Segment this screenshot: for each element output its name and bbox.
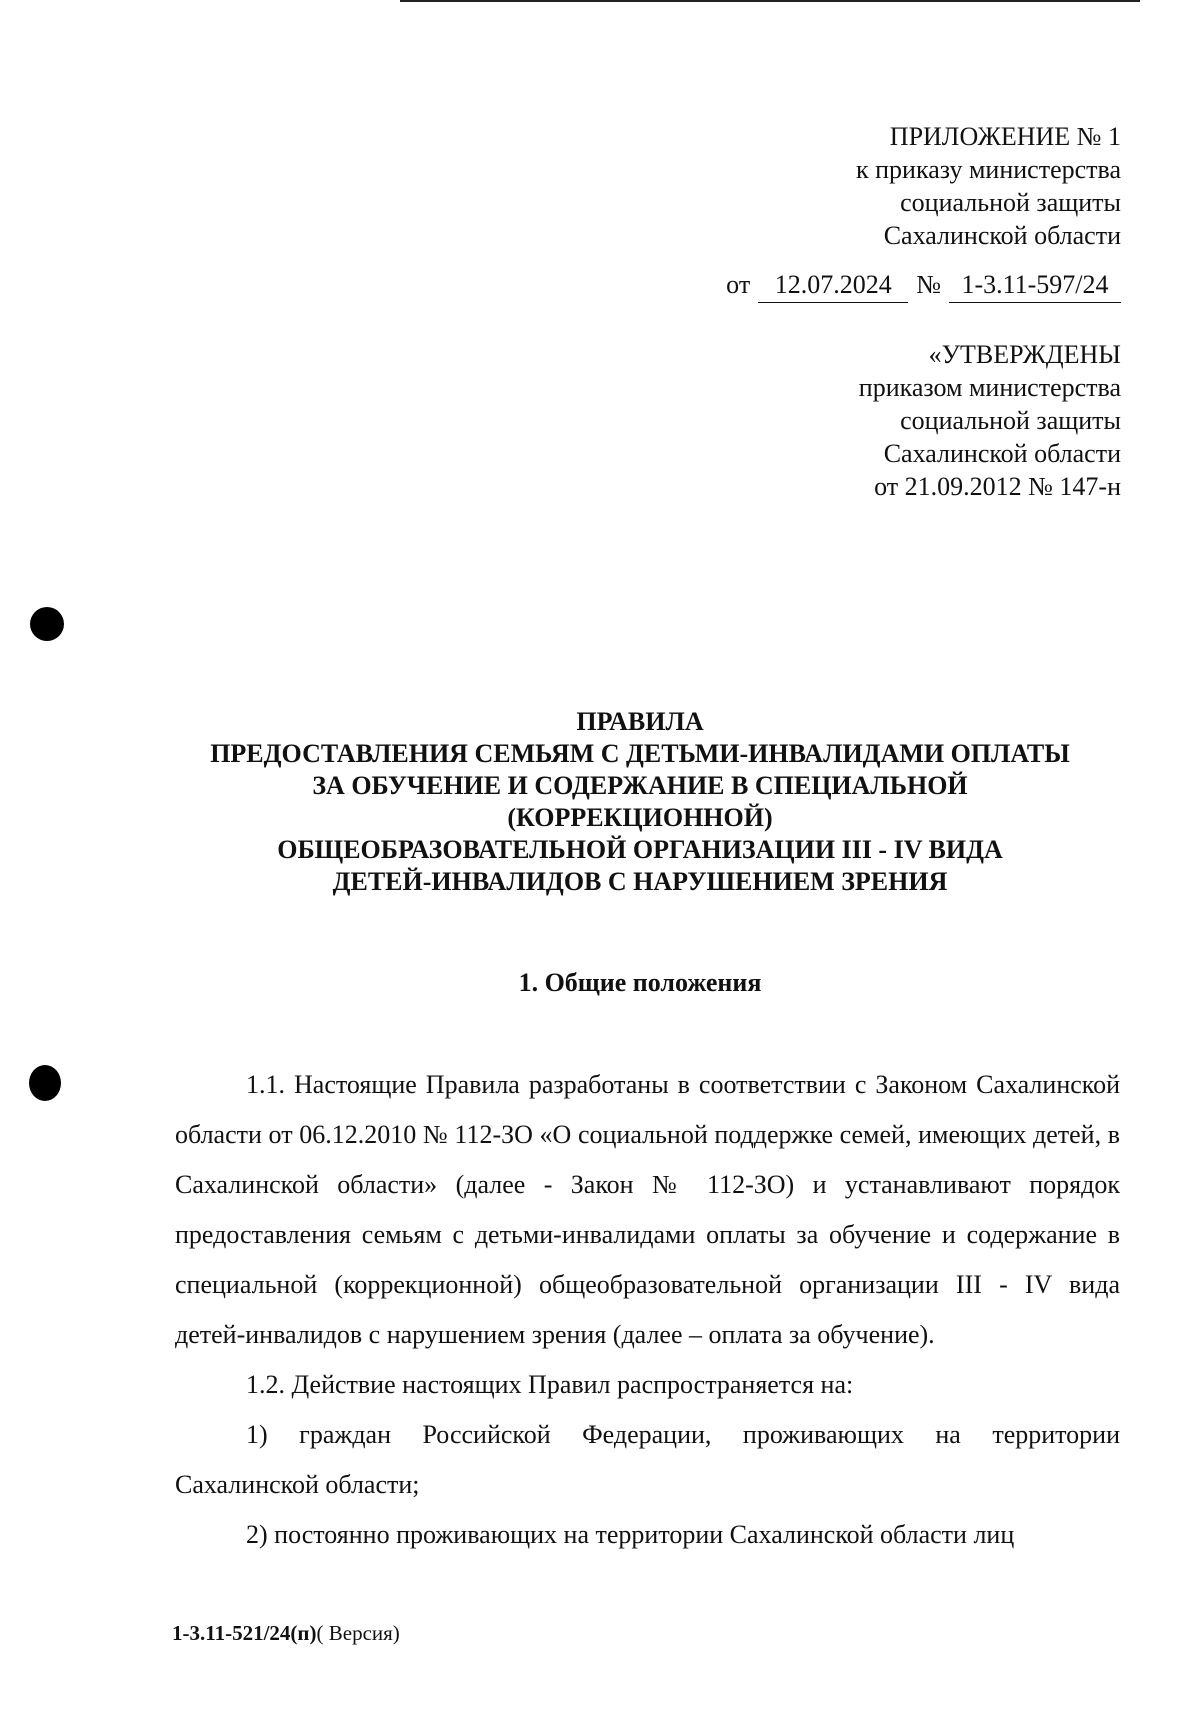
punch-hole-top [30,607,64,641]
section-heading: 1. Общие положения [518,968,762,997]
paragraph-item-2: 2) постоянно проживающих на территории Сахалинской области лиц [246,1520,1015,1549]
footer-code [172,1621,400,1646]
approved-line-3: социальной защиты [900,406,1121,435]
punch-hole-bottom [29,1065,61,1101]
appendix-line-3: Сахалинской области [883,221,1121,250]
footer-version: ( Версия) [316,1621,400,1645]
document-title [160,706,1120,898]
appendix-line-2: социальной защиты [900,188,1121,217]
approved-line-5: от 21.09.2012 № 147-н [874,472,1121,501]
title-line-6: ДЕТЕЙ-ИНВАЛИДОВ С НАРУШЕНИЕМ ЗРЕНИЯ [332,867,948,896]
approved-line-4: Сахалинской области [883,439,1121,468]
approved-line-2: приказом министерства [858,373,1121,402]
paragraph-item-1: 1) граждан Российской Федерации, проживающих на территории Сахалинской области; [175,1420,1120,1499]
appendix-line-1: к приказу министерства [856,155,1121,184]
footer-document-code: 1-3.11-521/24(п) [172,1621,317,1645]
order-date-line [726,268,1121,303]
paragraph-1-1: 1.1. Настоящие Правила разработаны в соответствии с Законом Сахалинской области от 06.12.2010 № 112-ЗО «О социальной поддержке семей, имеющих детей, в Сахалинской области» (далее - Закон № 112-ЗО) и устанавливают порядок предоставления семьям с детьми-инвалидами оплаты за обучение и содержание в специальной (коррекционной) общеобразовательной организации III - IV вида детей-инвалидов с нарушением зрения (далее – оплата за обучение). [175,1070,1120,1349]
order-number: 1-3.11-597/24 [949,268,1121,303]
title-line-2: ПРЕДОСТАВЛЕНИЯ СЕМЬЯМ С ДЕТЬМИ-ИНВАЛИДАМИ ОПЛАТЫ [210,739,1070,768]
title-line-4: (КОРРЕКЦИОННОЙ) [507,803,773,832]
top-rule [400,0,1140,2]
body-text [175,1060,1120,1560]
title-line-1: ПРАВИЛА [576,707,704,736]
title-line-3: ЗА ОБУЧЕНИЕ И СОДЕРЖАНИЕ В СПЕЦИАЛЬНОЙ [312,771,968,800]
appendix-block [856,120,1121,252]
number-label: № [916,270,941,299]
paragraph-1-2: 1.2. Действие настоящих Правил распространяется на: [246,1370,854,1399]
approved-block [859,338,1121,503]
appendix-title: ПРИЛОЖЕНИЕ № 1 [889,122,1121,151]
from-label: от [726,270,751,299]
approved-line-1: «УТВЕРЖДЕНЫ [928,340,1121,369]
title-line-5: ОБЩЕОБРАЗОВАТЕЛЬНОЙ ОРГАНИЗАЦИИ III - IV ВИДА [277,835,1003,864]
order-date: 12.07.2024 [758,268,908,303]
